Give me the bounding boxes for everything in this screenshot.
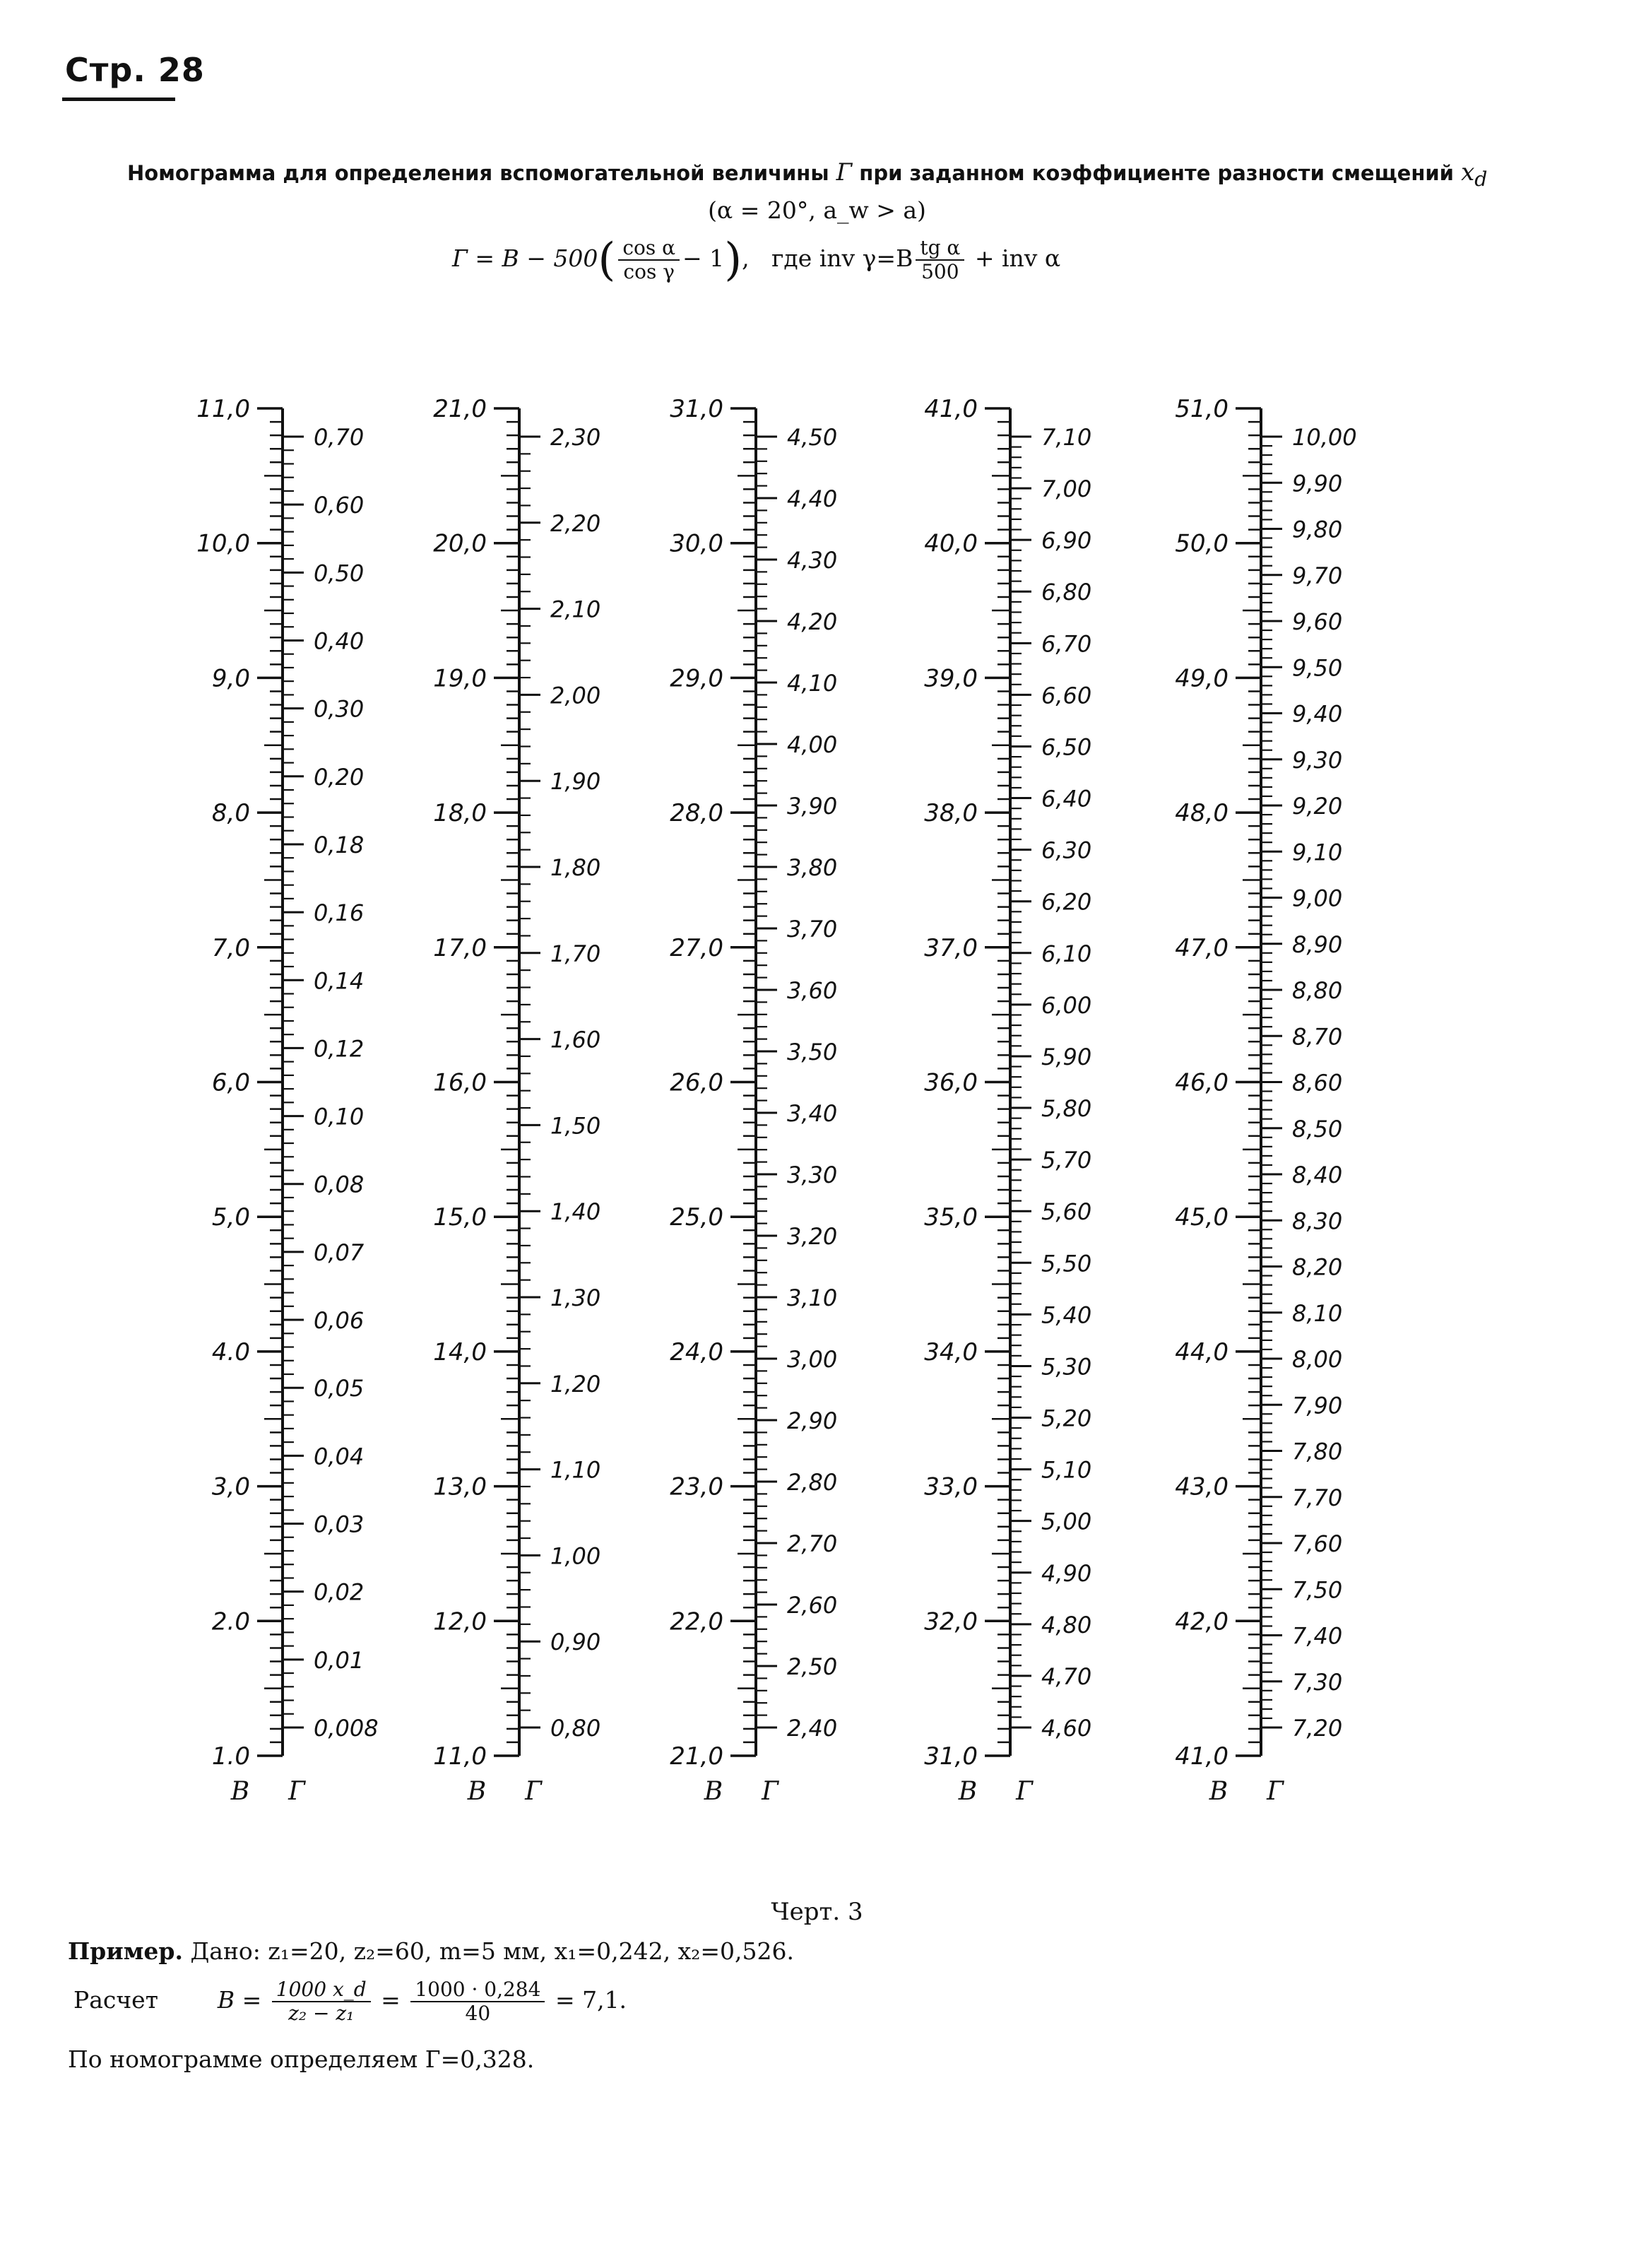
scale-4-g-label: 5,70 xyxy=(1041,1147,1092,1174)
scale-4-g-label: 6,50 xyxy=(1041,733,1092,761)
scale-5-g-label: 8,80 xyxy=(1292,977,1343,1004)
scale-2-b-axis-letter: B xyxy=(467,1777,487,1806)
scale-3-g-label: 3,80 xyxy=(787,854,838,881)
scale-2-g-label: 0,90 xyxy=(550,1629,601,1656)
example-calc-line xyxy=(73,1978,627,2025)
scale-4-g-label: 7,10 xyxy=(1041,424,1092,451)
scale-1-b-label: 10,0 xyxy=(196,529,250,558)
scale-5-g-label: 7,70 xyxy=(1292,1484,1343,1511)
scale-5-g-label: 8,00 xyxy=(1292,1346,1343,1373)
scale-4-b-label: 39,0 xyxy=(924,664,978,693)
scale-2-b-label: 17,0 xyxy=(433,933,487,962)
scale-5-g-label: 7,20 xyxy=(1292,1715,1343,1742)
example-lead: Пример. xyxy=(68,1937,183,1965)
scale-4-b-label: 41,0 xyxy=(924,395,978,423)
scale-1-b-label: 6,0 xyxy=(211,1068,250,1097)
paren-open: ( xyxy=(598,234,616,286)
scale-5-g-label: 9,50 xyxy=(1292,654,1343,682)
scale-4-g-label: 5,90 xyxy=(1041,1043,1092,1070)
scale-3-b-label: 29,0 xyxy=(670,664,723,693)
scale-4-g-label: 5,30 xyxy=(1041,1353,1092,1381)
scale-4-g-label: 6,90 xyxy=(1041,527,1092,555)
calc-fraction-1: $\frac{1000 x\_d}{\text{z₂ − z₁}}$ xyxy=(272,1978,371,2025)
scale-4-g-label: 6,20 xyxy=(1041,888,1092,916)
scale-4-g-label: 5,20 xyxy=(1041,1405,1092,1432)
scale-3-g-label: 4,20 xyxy=(787,608,838,635)
scale-3-g-label: 2,90 xyxy=(787,1407,838,1434)
scale-4-g-label: 5,40 xyxy=(1041,1301,1092,1329)
scale-2-g-axis-letter: Г xyxy=(525,1777,542,1806)
scale-1-b-label: 4.0 xyxy=(211,1337,250,1366)
scale-4-g-axis-letter: Г xyxy=(1016,1777,1033,1806)
scale-4-g-label: 5,10 xyxy=(1041,1456,1092,1484)
scale-2-g-label: 1,20 xyxy=(550,1370,601,1398)
formula-end: + inv α xyxy=(974,244,1061,272)
formula-where: где inv γ=B xyxy=(771,244,913,272)
scale-4-b-label: 31,0 xyxy=(924,1742,978,1771)
scale-3-b-label: 21,0 xyxy=(670,1742,723,1771)
scale-5-b-label: 47,0 xyxy=(1175,933,1229,962)
scale-5-b-label: 45,0 xyxy=(1175,1203,1229,1232)
scale-5-b-label: 43,0 xyxy=(1175,1472,1229,1501)
scale-5-b-label: 51,0 xyxy=(1175,395,1229,423)
scale-4-g-label: 6,80 xyxy=(1041,579,1092,606)
figure-caption: Черт. 3 xyxy=(771,1898,863,1926)
scale-2-g-label: 1,60 xyxy=(550,1026,601,1053)
scale-4-b-label: 38,0 xyxy=(924,799,978,828)
scale-5-g-label: 8,70 xyxy=(1292,1023,1343,1051)
scale-1-g-label: 0,07 xyxy=(314,1239,365,1266)
scale-4-g-label: 4,90 xyxy=(1041,1559,1092,1587)
scale-5-g-label: 7,90 xyxy=(1292,1392,1343,1419)
scale-4-g-label: 4,70 xyxy=(1041,1662,1092,1690)
scale-5-g-label: 9,20 xyxy=(1292,793,1343,820)
scale-5-g-label: 9,90 xyxy=(1292,470,1343,497)
scale-5-b-label: 41,0 xyxy=(1175,1742,1229,1771)
scale-2-g-label: 2,20 xyxy=(550,509,601,537)
scale-5-g-label: 9,40 xyxy=(1292,700,1343,728)
scale-2-g-label: 1,00 xyxy=(550,1542,601,1570)
scale-5-b-label: 46,0 xyxy=(1175,1068,1229,1097)
scale-1-g-label: 0,02 xyxy=(314,1578,365,1606)
scale-5-b-label: 48,0 xyxy=(1175,799,1229,828)
scale-4-b-label: 37,0 xyxy=(924,933,978,962)
page-number-underline xyxy=(62,98,175,101)
scale-2-g-label: 2,00 xyxy=(550,682,601,709)
title-text: Номограмма для определения вспомогательной величины xyxy=(127,161,829,185)
title-var: $x_d$ xyxy=(1461,158,1488,191)
scale-5-g-label: 7,60 xyxy=(1292,1530,1343,1557)
scale-5-g-axis-letter: Г xyxy=(1267,1777,1284,1806)
scale-5-g-label: 10,00 xyxy=(1292,424,1357,451)
scale-5-b-label: 42,0 xyxy=(1175,1607,1229,1636)
paren-close: ) xyxy=(724,234,742,286)
scale-3-b-axis-letter: B xyxy=(704,1777,723,1806)
scale-3-g-label: 4,10 xyxy=(787,670,838,697)
scale-4-g-label: 5,60 xyxy=(1041,1198,1092,1226)
scale-1-g-label: 0,14 xyxy=(314,967,365,995)
scale-1-g-label: 0,04 xyxy=(314,1443,365,1470)
scale-5-g-label: 9,70 xyxy=(1292,562,1343,589)
scale-3-g-label: 3,90 xyxy=(787,793,838,820)
scale-1-g-label: 0,10 xyxy=(314,1103,365,1130)
scale-2-g-label: 1,40 xyxy=(550,1198,601,1226)
scale-1-g-axis-letter: Г xyxy=(288,1777,305,1806)
nomogram-chart xyxy=(0,353,1634,1851)
scale-4-b-label: 32,0 xyxy=(924,1607,978,1636)
example-given-line xyxy=(68,1937,794,1965)
example-conclusion: По номограмме определяем Г=0,328. xyxy=(68,2045,535,2073)
scale-5-g-label: 8,50 xyxy=(1292,1115,1343,1142)
scale-1-b-label: 9,0 xyxy=(211,664,250,693)
scale-5-g-label: 8,60 xyxy=(1292,1069,1343,1097)
conditions-line: (α = 20°, a_w > a) xyxy=(708,196,926,224)
scale-5-g-label: 9,10 xyxy=(1292,839,1343,866)
scale-2-b-label: 21,0 xyxy=(433,395,487,423)
scale-3-g-label: 2,70 xyxy=(787,1530,838,1557)
scale-2-b-label: 15,0 xyxy=(433,1203,487,1232)
scale-5-b-axis-letter: B xyxy=(1209,1777,1229,1806)
scale-1-g-label: 0,50 xyxy=(314,560,365,587)
scale-2-b-label: 20,0 xyxy=(433,529,487,558)
scale-5-g-label: 8,30 xyxy=(1292,1207,1343,1235)
scale-4-g-label: 5,80 xyxy=(1041,1095,1092,1123)
scale-4-g-label: 7,00 xyxy=(1041,476,1092,503)
calc-eq: = xyxy=(381,1986,401,2014)
tg-fraction: $\frac{\text{tg α}}{500}$ xyxy=(916,237,964,283)
scale-3-g-axis-letter: Г xyxy=(762,1777,778,1806)
scale-2-g-label: 1,70 xyxy=(550,940,601,967)
scale-2-g-label: 2,30 xyxy=(550,424,601,451)
scale-3-b-label: 23,0 xyxy=(670,1472,723,1501)
scale-5-g-label: 7,50 xyxy=(1292,1576,1343,1604)
calc-lhs: B = xyxy=(217,1986,262,2014)
scale-2-b-label: 16,0 xyxy=(433,1068,487,1097)
scale-1-b-label: 5,0 xyxy=(211,1203,250,1232)
scale-5-b-label: 44,0 xyxy=(1175,1337,1229,1366)
scale-3-b-label: 26,0 xyxy=(670,1068,723,1097)
scale-5-g-label: 9,00 xyxy=(1292,885,1343,912)
scale-1-g-label: 0,08 xyxy=(314,1171,365,1198)
scale-4-g-label: 5,00 xyxy=(1041,1508,1092,1535)
calc-result: = 7,1. xyxy=(555,1986,627,2014)
scale-2-b-label: 14,0 xyxy=(433,1337,487,1366)
title-symbol: Г xyxy=(836,158,853,187)
title-tail: при заданном коэффициенте разности смещений xyxy=(859,161,1454,185)
scale-1-b-label: 8,0 xyxy=(211,799,250,828)
scale-3-g-label: 3,00 xyxy=(787,1346,838,1373)
scale-1-b-label: 2.0 xyxy=(211,1607,250,1636)
scale-3-g-label: 2,40 xyxy=(787,1715,838,1742)
scale-5-g-label: 9,30 xyxy=(1292,746,1343,774)
scale-3-b-label: 24,0 xyxy=(670,1337,723,1366)
scale-2-b-label: 13,0 xyxy=(433,1472,487,1501)
scale-1-g-label: 0,20 xyxy=(314,763,365,791)
scale-1-b-label: 3,0 xyxy=(211,1472,250,1501)
scale-5-g-label: 7,30 xyxy=(1292,1668,1343,1696)
scale-1-b-axis-letter: B xyxy=(230,1777,250,1806)
scale-5-g-label: 9,80 xyxy=(1292,516,1343,543)
scale-3-g-label: 4,40 xyxy=(787,485,838,512)
scale-3-g-label: 3,60 xyxy=(787,977,838,1004)
scale-5-g-label: 8,20 xyxy=(1292,1253,1343,1281)
scale-1-g-label: 0,18 xyxy=(314,831,365,858)
scale-1-g-label: 0,12 xyxy=(314,1035,365,1063)
scale-5-b-label: 49,0 xyxy=(1175,664,1229,693)
scale-3-g-label: 2,50 xyxy=(787,1653,838,1680)
scale-3-g-label: 3,50 xyxy=(787,1039,838,1065)
scale-5-g-label: 7,40 xyxy=(1292,1622,1343,1650)
nomogram-title xyxy=(127,158,1487,191)
scale-5-g-label: 7,80 xyxy=(1292,1438,1343,1465)
scale-5-g-label: 8,90 xyxy=(1292,931,1343,958)
scale-4-g-label: 6,10 xyxy=(1041,940,1092,967)
scale-1-g-label: 0,03 xyxy=(314,1511,365,1538)
scale-3-b-label: 22,0 xyxy=(670,1607,723,1636)
formula-lhs: Г = B − 500 xyxy=(452,244,598,272)
scale-3-b-label: 25,0 xyxy=(670,1203,723,1232)
scale-2-b-label: 19,0 xyxy=(433,664,487,693)
calc-label: Расчет xyxy=(73,1986,158,2014)
calc-fraction-2: $\frac{1000 \cdot 0,284}{40}$ xyxy=(410,1978,545,2025)
scale-1-g-label: 0,01 xyxy=(314,1646,365,1674)
scale-4-g-label: 6,40 xyxy=(1041,785,1092,813)
scale-3-g-label: 3,20 xyxy=(787,1223,838,1250)
scale-3-b-label: 27,0 xyxy=(670,933,723,962)
scale-2-g-label: 1,90 xyxy=(550,768,601,796)
scale-2-g-label: 0,80 xyxy=(550,1715,601,1742)
scale-2-g-label: 1,80 xyxy=(550,854,601,881)
example-given: Дано: z₁=20, z₂=60, m=5 мм, x₁=0,242, x₂=0,526. xyxy=(190,1937,795,1965)
scale-4-g-label: 6,00 xyxy=(1041,991,1092,1019)
scale-5-g-label: 8,40 xyxy=(1292,1162,1343,1188)
scale-2-b-label: 12,0 xyxy=(433,1607,487,1636)
scale-1-g-label: 0,06 xyxy=(314,1307,365,1335)
scale-3-g-label: 4,30 xyxy=(787,547,838,574)
scale-4-b-label: 35,0 xyxy=(924,1203,978,1232)
scale-1-g-label: 0,16 xyxy=(314,899,365,927)
scale-3-g-label: 2,60 xyxy=(787,1592,838,1619)
scale-4-b-label: 33,0 xyxy=(924,1472,978,1501)
scale-3-g-label: 2,80 xyxy=(787,1469,838,1496)
scale-3-b-label: 31,0 xyxy=(670,395,723,423)
scale-4-g-label: 4,80 xyxy=(1041,1611,1092,1638)
page-number: Стр. 28 xyxy=(65,51,205,89)
cos-fraction: $\frac{\text{cos α}}{\text{cos γ}}$ xyxy=(618,237,680,283)
scale-4-g-label: 6,70 xyxy=(1041,630,1092,658)
scale-3-g-label: 4,50 xyxy=(787,424,838,451)
scale-2-g-label: 1,50 xyxy=(550,1112,601,1140)
scale-4-b-label: 36,0 xyxy=(924,1068,978,1097)
scale-4-b-axis-letter: B xyxy=(958,1777,978,1806)
scale-1-g-label: 0,70 xyxy=(314,424,365,451)
scale-3-g-label: 3,40 xyxy=(787,1100,838,1127)
scale-2-b-label: 11,0 xyxy=(433,1742,487,1771)
scale-4-g-label: 5,50 xyxy=(1041,1250,1092,1277)
scale-2-g-label: 2,10 xyxy=(550,596,601,623)
scale-1-b-label: 1.0 xyxy=(211,1742,250,1771)
main-formula: Г = B − 500( $\frac{\text{cos α}}{\text{cos γ}}$ − 1), где inv γ=B $\frac{\text{tg α}}{500}$ + inv α xyxy=(452,234,1061,286)
scale-3-g-label: 3,30 xyxy=(787,1162,838,1188)
scale-3-g-label: 3,10 xyxy=(787,1284,838,1311)
scale-1-g-label: 0,008 xyxy=(314,1715,379,1742)
scale-2-g-label: 1,30 xyxy=(550,1284,601,1311)
scale-2-g-label: 1,10 xyxy=(550,1456,601,1484)
scale-1-g-label: 0,60 xyxy=(314,492,365,519)
scale-1-b-label: 7,0 xyxy=(211,933,250,962)
scale-1-g-label: 0,30 xyxy=(314,695,365,723)
scale-4-b-label: 34,0 xyxy=(924,1337,978,1366)
scale-4-g-label: 4,60 xyxy=(1041,1715,1092,1742)
scale-1-g-label: 0,40 xyxy=(314,627,365,655)
scale-3-g-label: 4,00 xyxy=(787,731,838,758)
scale-5-g-label: 9,60 xyxy=(1292,608,1343,635)
scale-3-b-label: 28,0 xyxy=(670,799,723,828)
formula-tail: − 1 xyxy=(682,244,725,272)
scale-5-b-label: 50,0 xyxy=(1175,529,1229,558)
scale-5-g-label: 8,10 xyxy=(1292,1299,1343,1327)
scale-2-b-label: 18,0 xyxy=(433,799,487,828)
scale-3-g-label: 3,70 xyxy=(787,916,838,943)
scale-4-g-label: 6,30 xyxy=(1041,837,1092,864)
scale-1-b-label: 11,0 xyxy=(196,395,250,423)
scale-4-g-label: 6,60 xyxy=(1041,682,1092,709)
scale-1-g-label: 0,05 xyxy=(314,1375,365,1402)
scale-3-b-label: 30,0 xyxy=(670,529,723,558)
scale-4-b-label: 40,0 xyxy=(924,529,978,558)
